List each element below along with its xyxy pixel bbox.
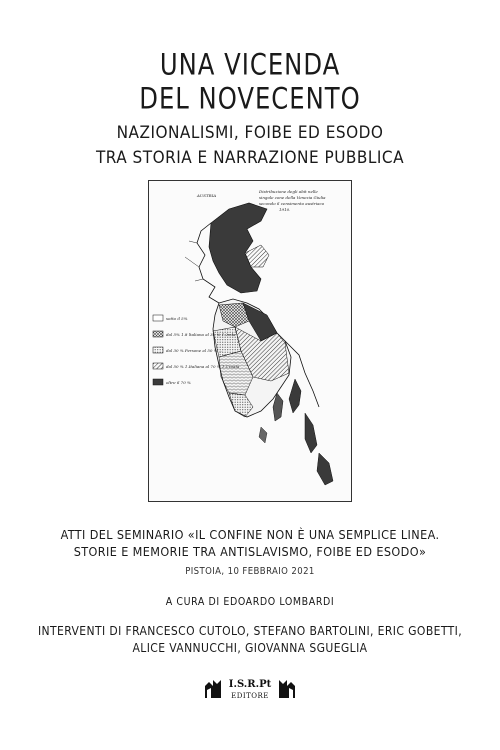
book-title-line-1: UNA VICENDA [159,48,341,83]
legend-item-1: sotto il 5% [166,316,188,321]
legend-item-4: dal 50 % 1.Italiana al 70 % 1.Croata [166,364,240,369]
book-title-line-2: DEL NOVECENTO [139,82,361,117]
map-caption-line-4: 1910. [279,207,291,212]
publisher-name: I.S.R.Pt [228,679,272,690]
map-caption-line-1: Distribuzione degli abit nelle [259,189,318,194]
book-subtitle-line-2: TRA STORIA E NARRAZIONE PUBBLICA [95,148,405,168]
legend-item-2: dal 5% 1.8 ltaliana al 30 % 1.2mla [166,332,236,337]
contributors-line-1: INTERVENTI DI FRANCESCO CUTOLO, STEFANO BARTOLINI, ERIC GOBETTI, [37,624,463,638]
book-subtitle-line-1: NAZIONALISMI, FOIBE ED ESODO [116,123,384,143]
proceedings-title-line-1: ATTI DEL SEMINARIO «IL CONFINE NON È UNA SEMPLICE LINEA. [60,527,440,542]
historical-map-image [148,180,352,502]
seminar-date: PISTOIA, 10 FEBBRAIO 2021 [185,566,315,577]
proceedings-title-line-2: STORIE E MEMORIE TRA ANTISLAVISMO, FOIBE ED ESODO» [73,544,427,559]
logo-right-emblem-icon [279,680,295,698]
map-caption-line-2: singole zone della Venezia Giulia [259,195,326,200]
legend-item-5: oltre il 70 % [166,380,191,385]
curator-line: A CURA DI EDOARDO LOMBARDI [165,596,335,608]
publisher-label: EDITORE [231,692,269,700]
map-caption-line-3: secondo il censimento austriaco [259,201,325,206]
map-top-label: AUSTRIA [197,193,217,198]
map-illustration [149,181,351,501]
contributors-line-2: ALICE VANNUCCHI, GIOVANNA SGUEGLIA [132,641,368,655]
legend-item-3: dal 30 % Persone al 50 % ... [166,348,223,353]
publisher-logo [203,674,297,702]
logo-left-emblem-icon [205,680,221,698]
